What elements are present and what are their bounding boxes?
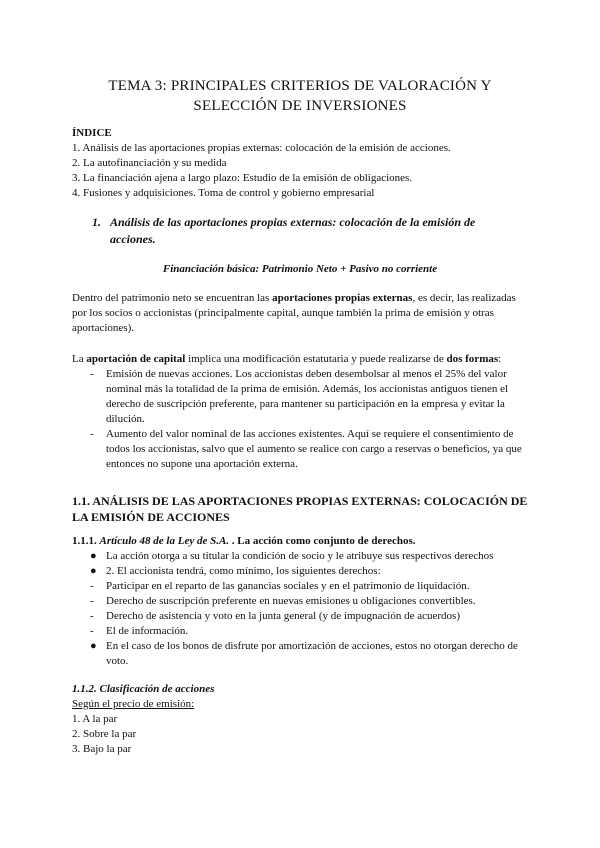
section-1-title: Análisis de las aportaciones propias externas: colocación de la emisión de acciones. xyxy=(110,215,476,246)
document-title xyxy=(72,76,528,116)
index-block xyxy=(72,126,540,201)
rights-list xyxy=(72,549,528,669)
section-1-1-2 xyxy=(72,682,528,757)
index-item: 3. La financiación ajena a largo plazo: Estudio de la emisión de obligaciones. xyxy=(72,172,413,184)
list-item: 2. Sobre la par xyxy=(72,728,137,740)
list-item-text: Aumento del valor nominal de las acciones existentes. Aquí se requiere el consentimiento de todos los accionistas, salvo que el aumento se realice con cargo a reservas o beneficios, ya que entonces no supone una aportación externa. xyxy=(106,428,522,470)
aportacion-list xyxy=(72,367,528,472)
bold-text: aportaciones propias externas xyxy=(272,292,413,304)
section-1-heading xyxy=(92,214,520,248)
dash-marker: - xyxy=(90,625,94,637)
list-item xyxy=(72,549,528,564)
text: La xyxy=(72,353,87,365)
bullet-marker: ● xyxy=(90,565,97,577)
list-item-text: Participar en el reparto de las ganancias sociales y en el patrimonio de liquidación. xyxy=(106,580,470,592)
section-1-1-1 xyxy=(72,534,528,669)
list-item xyxy=(72,624,528,639)
heading-rest: . La acción como conjunto de derechos. xyxy=(229,535,416,547)
title-line-2: SELECCIÓN DE INVERSIONES xyxy=(193,98,407,114)
section-1-number: 1. xyxy=(92,215,101,229)
paragraph-aportacion xyxy=(72,352,528,472)
list-item-text: Derecho de suscripción preferente en nuevas emisiones u obligaciones convertibles. xyxy=(106,595,476,607)
dash-marker: - xyxy=(90,428,94,440)
list-item-text: La acción otorga a su titular la condición de socio y le atribuye sus respectivos derechos xyxy=(106,550,494,562)
bullet-marker: ● xyxy=(90,640,97,652)
section-1-1-heading: 1.1. ANÁLISIS DE LAS APORTACIONES PROPIAS EXTERNAS: COLOCACIÓN DE LA EMISIÓN DE ACCIONES xyxy=(72,494,528,524)
text: , es decir, las realizadas por los socios o accionistas (principalmente capital, aunque también la prima de emisión y otras aportaciones). xyxy=(72,292,516,334)
list-item-text: 2. El accionista tendrá, como mínimo, los siguientes derechos: xyxy=(106,565,381,577)
text: Dentro del patrimonio neto se encuentran las xyxy=(72,292,273,304)
bold-text: dos formas xyxy=(446,353,499,365)
financiacion-basica: Financiación básica: Patrimonio Neto + Pasivo no corriente xyxy=(162,263,438,275)
heading-italic: Artículo 48 de la Ley de S.A. xyxy=(99,535,230,547)
list-item xyxy=(72,564,528,579)
section-1-1-2-heading: 1.1.2. Clasificación de acciones xyxy=(72,683,215,695)
index-item: 4. Fusiones y adquisiciones. Toma de control y gobierno empresarial xyxy=(72,187,375,199)
list-item xyxy=(72,609,528,624)
list-item-text: El de información. xyxy=(106,625,189,637)
section-1-1-2-subheading: Según el precio de emisión: xyxy=(72,698,195,710)
dash-marker: - xyxy=(90,595,94,607)
list-item xyxy=(72,639,528,669)
list-item xyxy=(72,594,528,609)
section-1-1-1-heading xyxy=(72,534,528,549)
text: : xyxy=(498,353,502,365)
title-line-1: TEMA 3: PRINCIPALES CRITERIOS DE VALORACIÓN Y xyxy=(108,78,492,94)
dash-marker: - xyxy=(90,368,94,380)
paragraph-patrimonio xyxy=(72,291,528,336)
list-item-text: Emisión de nuevas acciones. Los accionistas deben desembolsar al menos el 25% del valor nominal más la totalidad de la prima de emisión. Además, los accionistas antiguos tienen el derecho de suscripción preferente, para mantener su participación en la empresa y evitar la dilución. xyxy=(106,368,509,425)
list-item: 1. A la par xyxy=(72,713,118,725)
list-item xyxy=(72,579,528,594)
index-item: 2. La autofinanciación y su medida xyxy=(72,157,227,169)
dash-marker: - xyxy=(90,610,94,622)
paragraph-intro xyxy=(72,352,528,367)
list-item-text: Derecho de asistencia y voto en la junta general (y de impugnación de acuerdos) xyxy=(106,610,460,622)
text: implica una modificación estatutaria y puede realizarse de xyxy=(185,353,447,365)
index-item: 1. Análisis de las aportaciones propias externas: colocación de la emisión de acciones. xyxy=(72,142,451,154)
list-item xyxy=(72,427,528,472)
index-heading: ÍNDICE xyxy=(72,127,112,139)
list-item xyxy=(72,367,528,427)
bullet-marker: ● xyxy=(90,550,97,562)
list-item-text: En el caso de los bonos de disfrute por amortización de acciones, estos no otorgan derecho de voto. xyxy=(106,640,518,667)
heading-number: 1.1.1. xyxy=(72,535,100,547)
dash-marker: - xyxy=(90,580,94,592)
bold-text: aportación de capital xyxy=(86,353,186,365)
list-item: 3. Bajo la par xyxy=(72,743,132,755)
